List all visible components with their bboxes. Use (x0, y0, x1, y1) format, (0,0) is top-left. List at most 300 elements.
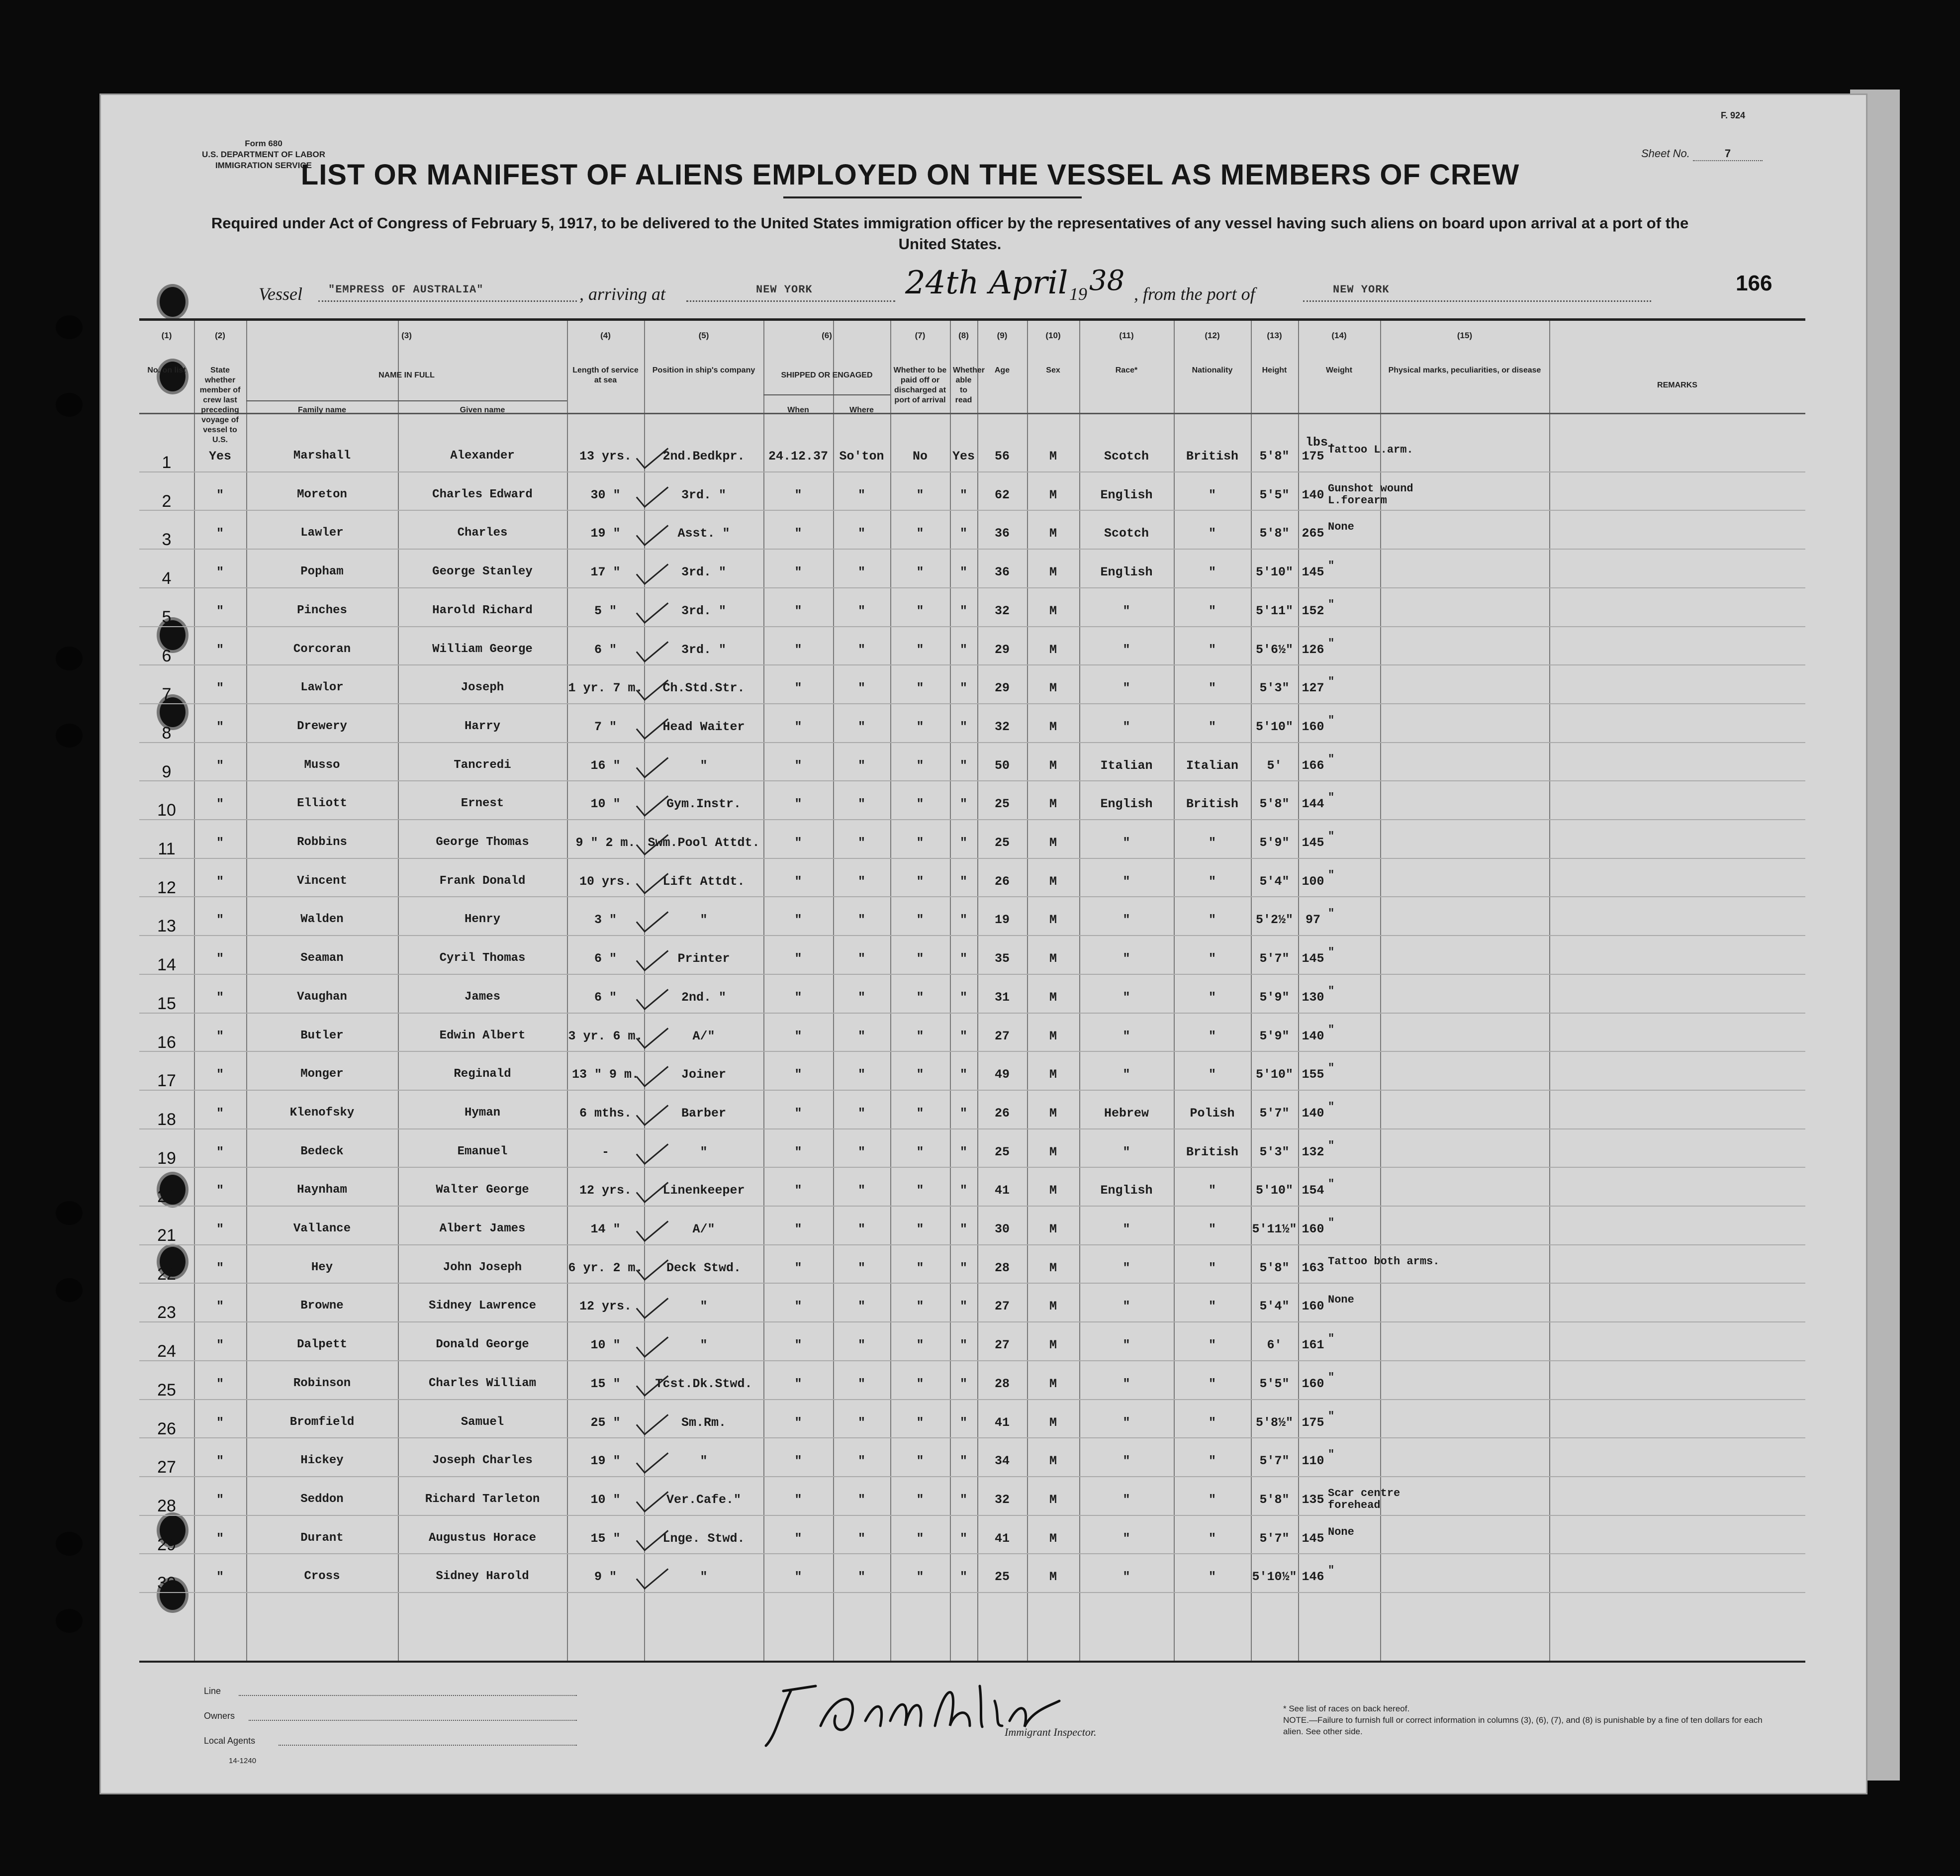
cell-height: 5'7" (1259, 1531, 1290, 1546)
table-row (139, 1564, 1805, 1608)
cell-nat: Polish (1190, 1106, 1235, 1121)
column-title: Height (1262, 366, 1287, 375)
cell-family: Haynham (297, 1183, 347, 1197)
cell-race: " (1122, 1338, 1130, 1353)
cell-read: " (959, 1183, 967, 1198)
weight-unit: lbs. (1305, 435, 1335, 450)
cell-weight: 160 (1302, 1222, 1324, 1236)
table-row (139, 1023, 1805, 1068)
cell-n: 16 (157, 1032, 176, 1052)
crew-table (139, 318, 1805, 1663)
cell-prev: " (216, 990, 224, 1005)
cell-nat: " (1208, 681, 1216, 696)
cell-paid: " (916, 758, 924, 773)
cell-height: 5'8" (1259, 526, 1290, 541)
cell-where: " (857, 1376, 865, 1391)
cell-height: 5'10" (1255, 1067, 1293, 1082)
cell-given: George Thomas (436, 836, 529, 849)
arriving-label: , arriving at (579, 284, 666, 304)
cell-paid: " (916, 874, 924, 889)
column-number: (14) (1331, 331, 1347, 340)
cell-race: " (1122, 681, 1130, 696)
cell-age: 27 (994, 1299, 1010, 1314)
cell-paid: " (916, 1415, 924, 1430)
cell-service: 10 " (590, 1492, 621, 1507)
cell-height: 5'9" (1259, 836, 1290, 850)
cell-prev: " (216, 758, 224, 773)
year-prefix: 19 (1069, 284, 1087, 304)
owners-dots (249, 1720, 577, 1721)
cell-sex: M (1049, 1492, 1057, 1507)
cell-where: " (857, 758, 865, 773)
cell-weight: 152 (1302, 603, 1324, 618)
cell-n: 22 (157, 1264, 176, 1284)
cell-when: " (794, 565, 802, 580)
cell-sex: M (1049, 836, 1057, 850)
cell-position: " (700, 758, 708, 773)
cell-n: 2 (162, 491, 172, 511)
cell-service: 19 " (590, 1454, 621, 1469)
cell-age: 36 (994, 565, 1010, 580)
cell-sex: M (1049, 1454, 1057, 1469)
cell-sex: M (1049, 951, 1057, 966)
cell-given: Ernest (461, 797, 504, 811)
cell-when: " (794, 797, 802, 812)
cell-family: Musso (304, 758, 340, 772)
column-number: (11) (1119, 331, 1134, 340)
cell-marks: " (1328, 791, 1335, 804)
cell-age: 31 (994, 990, 1010, 1005)
cell-prev: " (216, 913, 224, 928)
cell-given: Edwin Albert (439, 1029, 526, 1042)
cell-family: Pinches (297, 603, 347, 617)
cell-weight: 175 (1302, 449, 1324, 464)
cell-n: 19 (157, 1148, 176, 1168)
cell-weight: 140 (1302, 1029, 1324, 1043)
cell-marks: " (1328, 714, 1335, 727)
cell-height: 5' (1267, 758, 1282, 773)
cell-position: Swm.Pool Attdt. (648, 836, 760, 850)
cell-given: Harry (464, 719, 500, 733)
cell-n: 23 (157, 1303, 176, 1322)
column-title: Whether able to read (953, 366, 985, 404)
cell-paid: " (916, 797, 924, 812)
cell-n: 25 (157, 1380, 176, 1400)
cell-given: Sidney Lawrence (428, 1299, 537, 1313)
cell-paid: " (916, 990, 924, 1005)
cell-when: " (794, 642, 802, 657)
cell-given: Harold Richard (432, 603, 533, 617)
cell-where: " (857, 1260, 865, 1275)
cell-service: 12 yrs. (579, 1299, 632, 1314)
cell-position: A/" (692, 1029, 715, 1043)
table-row (139, 868, 1805, 913)
cell-given: Charles Edward (432, 487, 533, 501)
cell-read: " (959, 1144, 967, 1159)
cell-age: 41 (994, 1531, 1010, 1546)
vessel-line (259, 265, 1800, 308)
cell-where: " (857, 797, 865, 812)
cell-family: Cross (304, 1570, 340, 1584)
cell-given: Augustus Horace (428, 1531, 537, 1545)
cell-age: 50 (994, 758, 1010, 773)
cell-when: " (794, 1415, 802, 1430)
cell-n: 1 (162, 453, 172, 472)
cell-given: Henry (464, 913, 500, 927)
cell-sex: M (1049, 642, 1057, 657)
cell-nat: " (1208, 1260, 1216, 1275)
cell-n: 5 (162, 607, 172, 627)
cell-age: 36 (994, 526, 1010, 541)
cell-nat: " (1208, 719, 1216, 734)
cell-family: Bedeck (300, 1144, 344, 1158)
cell-when: " (794, 951, 802, 966)
from-dots (1303, 300, 1651, 302)
cell-where: " (857, 1067, 865, 1082)
cell-race: " (1122, 1260, 1130, 1275)
cell-race: " (1122, 642, 1130, 657)
cell-race: Hebrew (1104, 1106, 1149, 1121)
subheader-rule (246, 400, 567, 401)
cell-given: Reginald (454, 1067, 511, 1081)
cell-age: 27 (994, 1338, 1010, 1353)
inspector-signature (761, 1671, 1069, 1751)
cell-n: 15 (157, 994, 176, 1013)
owners-label: Owners (204, 1711, 235, 1721)
cell-weight: 144 (1302, 797, 1324, 812)
cell-weight: 146 (1302, 1570, 1324, 1585)
table-row (139, 752, 1805, 797)
cell-family: Butler (300, 1029, 344, 1042)
cell-race: " (1122, 913, 1130, 928)
cell-read: " (959, 874, 967, 889)
cell-race: English (1100, 565, 1153, 580)
cell-position: A/" (692, 1222, 715, 1236)
cell-weight: 135 (1302, 1492, 1324, 1507)
cell-when: " (794, 487, 802, 502)
cell-marks: " (1328, 1139, 1335, 1152)
cell-position: " (700, 1338, 708, 1353)
cell-service: 9 " 2 m. (575, 836, 636, 850)
cell-prev: " (216, 797, 224, 812)
cell-prev: " (216, 565, 224, 580)
column-title: NAME IN FULL (378, 371, 435, 379)
column-subtitle-when: When (787, 406, 809, 414)
vessel-label: Vessel (259, 284, 302, 304)
cell-position: Ver.Cafe." (666, 1492, 742, 1507)
cell-paid: " (916, 836, 924, 850)
cell-weight: 160 (1302, 719, 1324, 734)
cell-age: 32 (994, 603, 1010, 618)
cell-age: 49 (994, 1067, 1010, 1082)
cell-read: Yes (952, 449, 975, 464)
cell-where: " (857, 951, 865, 966)
cell-family: Robinson (293, 1376, 351, 1390)
cell-race: Scotch (1104, 449, 1149, 464)
cell-where: " (857, 990, 865, 1005)
cell-position: Joiner (681, 1067, 726, 1082)
cell-height: 5'5" (1259, 1376, 1290, 1391)
cell-n: 11 (158, 840, 176, 858)
table-row (139, 1409, 1805, 1454)
cell-nat: " (1208, 1570, 1216, 1585)
cell-where: " (857, 1338, 865, 1353)
cell-read: " (959, 1531, 967, 1546)
cell-prev: " (216, 1067, 224, 1082)
cell-prev: " (216, 836, 224, 850)
cell-race: English (1100, 1183, 1153, 1198)
cell-service: - (601, 1144, 609, 1159)
cell-position: 2nd.Bedkpr. (662, 449, 745, 464)
cell-n: 14 (157, 955, 176, 975)
cell-given: Charles (457, 526, 508, 540)
cell-when: " (794, 1570, 802, 1585)
cell-race: " (1122, 1415, 1130, 1430)
cell-when: " (794, 681, 802, 696)
cell-n: 27 (157, 1458, 176, 1477)
cell-read: " (959, 1570, 967, 1585)
cell-n: 24 (157, 1342, 176, 1361)
cell-sex: M (1049, 449, 1057, 464)
cell-where: " (857, 1570, 865, 1585)
cell-given: Emanuel (457, 1144, 508, 1158)
cell-paid: " (916, 1222, 924, 1236)
cell-marks: None (1328, 1294, 1354, 1307)
cell-prev: " (216, 681, 224, 696)
cell-read: " (959, 758, 967, 773)
table-row (139, 714, 1805, 758)
cell-read: " (959, 1299, 967, 1314)
cell-position: 3rd. " (681, 565, 726, 580)
cell-family: Lawlor (300, 681, 344, 695)
cell-paid: " (916, 951, 924, 966)
cell-given: Walter George (436, 1183, 529, 1197)
cell-service: 15 " (590, 1376, 621, 1391)
cell-prev: " (216, 1454, 224, 1469)
cell-given: Charles William (428, 1376, 537, 1390)
cell-age: 56 (994, 449, 1010, 464)
cell-sex: M (1049, 681, 1057, 696)
table-row (139, 675, 1805, 720)
footer-form-code: 14-1240 (229, 1757, 257, 1765)
cell-race: " (1122, 874, 1130, 889)
cell-sex: M (1049, 1376, 1057, 1391)
cell-where: " (857, 1415, 865, 1430)
cell-marks: " (1328, 1023, 1335, 1036)
cell-given: Donald George (436, 1338, 529, 1352)
table-row (139, 791, 1805, 836)
cell-height: 5'3" (1259, 1144, 1290, 1159)
cell-paid: No (912, 449, 928, 464)
cell-read: " (959, 1222, 967, 1236)
cell-prev: " (216, 1183, 224, 1198)
cell-service: 6 " (594, 642, 617, 657)
cell-when: " (794, 603, 802, 618)
cell-when: " (794, 758, 802, 773)
cell-height: 5'8" (1259, 449, 1290, 464)
cell-read: " (959, 1338, 967, 1353)
cell-read: " (959, 1454, 967, 1469)
cell-race: " (1122, 1144, 1130, 1159)
form-number: Form 680 (245, 139, 282, 148)
cell-marks: " (1328, 984, 1335, 997)
cell-read: " (959, 719, 967, 734)
cell-n: 29 (157, 1535, 176, 1554)
cell-read: " (959, 1415, 967, 1430)
cell-read: " (959, 487, 967, 502)
cell-age: 27 (994, 1029, 1010, 1043)
cell-weight: 160 (1302, 1299, 1324, 1314)
cell-height: 5'7" (1259, 1106, 1290, 1121)
cell-height: 6' (1267, 1338, 1282, 1353)
binder-hole (56, 1532, 83, 1556)
column-subtitle-given: Given name (460, 406, 505, 414)
cell-position: 3rd. " (681, 487, 726, 502)
cell-n: 17 (157, 1071, 176, 1091)
cell-race: " (1122, 836, 1130, 850)
cell-given: Samuel (461, 1415, 504, 1429)
cell-age: 34 (994, 1454, 1010, 1469)
cell-where: " (857, 1531, 865, 1546)
cell-age: 19 (994, 913, 1010, 928)
cell-given: Sidney Harold (436, 1570, 529, 1584)
cell-when: " (794, 1454, 802, 1469)
cell-n: 6 (162, 646, 172, 665)
cell-race: " (1122, 1454, 1130, 1469)
cell-height: 5'8½" (1255, 1415, 1293, 1430)
cell-height: 5'9" (1259, 990, 1290, 1005)
cell-prev: " (216, 526, 224, 541)
table-row (139, 1371, 1805, 1415)
from-label: , from the port of (1134, 284, 1255, 304)
cell-where: " (857, 913, 865, 928)
cell-prev: " (216, 1222, 224, 1236)
cell-position: Asst. " (677, 526, 730, 541)
cell-nat: " (1208, 913, 1216, 928)
table-row (139, 521, 1805, 565)
cell-height: 5'4" (1259, 874, 1290, 889)
cell-where: " (857, 836, 865, 850)
local-agents-label: Local Agents (204, 1736, 256, 1746)
cell-when: " (794, 1029, 802, 1043)
cell-family: Browne (300, 1299, 344, 1313)
cell-where: " (857, 565, 865, 580)
column-title: Whether to be paid off or discharged at port of arrival (893, 366, 947, 404)
table-row (139, 560, 1805, 604)
cell-prev: " (216, 1144, 224, 1159)
column-number: (10) (1045, 331, 1061, 340)
cell-marks: " (1328, 946, 1335, 959)
cell-weight: 132 (1302, 1144, 1324, 1159)
cell-marks: " (1328, 1564, 1335, 1577)
cell-read: " (959, 951, 967, 966)
cell-age: 32 (994, 719, 1010, 734)
cell-sex: M (1049, 719, 1057, 734)
cell-race: " (1122, 1570, 1130, 1585)
column-number: (9) (997, 331, 1008, 340)
cell-service: 14 " (590, 1222, 621, 1236)
cell-marks: " (1328, 1332, 1335, 1345)
cell-height: 5'2½" (1255, 913, 1293, 928)
cell-height: 5'7" (1259, 951, 1290, 966)
column-number: (4) (600, 331, 611, 340)
cell-service: 10 yrs. (579, 874, 632, 889)
cell-service: 25 " (590, 1415, 621, 1430)
cell-position: Ch.Std.Str. (662, 681, 745, 696)
footer-notes (1283, 1703, 1780, 1737)
column-title: Physical marks, peculiarities, or disease (1388, 366, 1541, 375)
cell-paid: " (916, 1376, 924, 1391)
sheet-number (1641, 147, 1763, 161)
cell-nat: " (1208, 1067, 1216, 1082)
cell-weight: 100 (1302, 874, 1324, 889)
cell-prev: " (216, 951, 224, 966)
table-row (139, 1294, 1805, 1338)
cell-family: Moreton (297, 487, 347, 501)
cell-height: 5'11½" (1252, 1222, 1297, 1236)
cell-position: Linenkeeper (662, 1183, 745, 1198)
cell-family: Drewery (297, 719, 347, 733)
cell-sex: M (1049, 1106, 1057, 1121)
line-dots (239, 1695, 577, 1696)
cell-given: Joseph Charles (432, 1454, 533, 1468)
binder-hole (56, 1278, 83, 1302)
cell-position: 3rd. " (681, 642, 726, 657)
cell-when: " (794, 1299, 802, 1314)
cell-family: Dalpett (297, 1338, 347, 1352)
cell-when: " (794, 1106, 802, 1121)
cell-height: 5'8" (1259, 797, 1290, 812)
cell-service: 6 yr. 2 m. (568, 1260, 643, 1275)
cell-family: Klenofsky (289, 1106, 355, 1120)
cell-height: 5'10" (1255, 565, 1293, 580)
cell-height: 5'4" (1259, 1299, 1290, 1314)
cell-service: 13 yrs. (579, 449, 632, 464)
cell-where: " (857, 719, 865, 734)
cell-where: " (857, 1222, 865, 1236)
cell-paid: " (916, 603, 924, 618)
cell-age: 25 (994, 1570, 1010, 1585)
cell-family: Hey (311, 1260, 333, 1274)
cell-marks: " (1328, 907, 1335, 920)
cell-nat: " (1208, 1222, 1216, 1236)
cell-marks: " (1328, 1062, 1335, 1075)
cell-age: 35 (994, 951, 1010, 966)
cell-paid: " (916, 913, 924, 928)
cell-sex: M (1049, 565, 1057, 580)
cell-service: 3 " (594, 913, 617, 928)
cell-paid: " (916, 642, 924, 657)
cell-family: Lawler (300, 526, 344, 540)
cell-given: Frank Donald (439, 874, 526, 888)
cell-when: " (794, 836, 802, 850)
cell-where: " (857, 681, 865, 696)
cell-nat: British (1186, 1144, 1239, 1159)
cell-when: " (794, 1531, 802, 1546)
cell-age: 30 (994, 1222, 1010, 1236)
cell-marks: " (1328, 1100, 1335, 1113)
table-row (139, 637, 1805, 681)
column-number: (6) (822, 331, 832, 340)
table-row (139, 1178, 1805, 1222)
cell-sex: M (1049, 1415, 1057, 1430)
cell-prev: " (216, 1029, 224, 1043)
cell-service: 15 " (590, 1531, 621, 1546)
cell-paid: " (916, 1260, 924, 1275)
binder-hole (56, 393, 83, 417)
cell-nat: " (1208, 565, 1216, 580)
cell-race: " (1122, 1029, 1130, 1043)
